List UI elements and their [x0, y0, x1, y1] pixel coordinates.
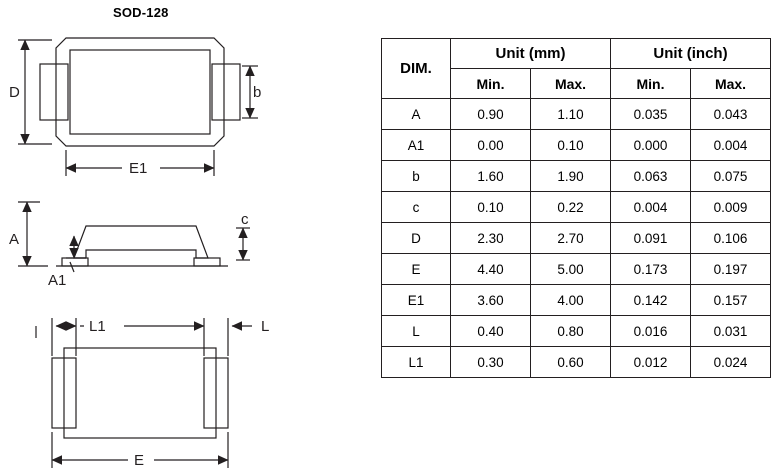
header-mm-max: Max.	[531, 69, 611, 99]
cell-in-min: 0.142	[611, 285, 691, 316]
cell-in-max: 0.157	[691, 285, 771, 316]
cell-mm-min: 0.30	[451, 347, 531, 378]
table-row	[382, 130, 771, 161]
svg-text:E1: E1	[129, 160, 148, 177]
dimensions-table-wrapper	[381, 38, 771, 378]
dimensions-table	[381, 38, 771, 378]
header-dim: DIM.	[382, 39, 451, 99]
cell-in-max: 0.009	[691, 192, 771, 223]
cell-mm-max: 0.22	[531, 192, 611, 223]
cell-dim: c	[382, 192, 451, 223]
cell-in-max: 0.004	[691, 130, 771, 161]
cell-mm-max: 0.80	[531, 316, 611, 347]
cell-mm-max: 1.90	[531, 161, 611, 192]
svg-text:A1: A1	[48, 272, 67, 289]
header-inch-max: Max.	[691, 69, 771, 99]
cell-dim: E1	[382, 285, 451, 316]
header-unit-mm: Unit (mm)	[451, 39, 611, 69]
cell-mm-max: 5.00	[531, 254, 611, 285]
cell-mm-min: 0.00	[451, 130, 531, 161]
svg-text:b: b	[253, 84, 262, 101]
table-header-row-units	[382, 39, 771, 69]
package-drawings	[0, 0, 380, 476]
svg-text:E: E	[134, 452, 145, 469]
page-title: SOD-128	[113, 5, 169, 20]
cell-in-min: 0.091	[611, 223, 691, 254]
cell-mm-max: 0.10	[531, 130, 611, 161]
cell-dim: D	[382, 223, 451, 254]
cell-dim: A1	[382, 130, 451, 161]
cell-in-min: 0.063	[611, 161, 691, 192]
cell-mm-max: 2.70	[531, 223, 611, 254]
table-row	[382, 99, 771, 130]
cell-mm-min: 1.60	[451, 161, 531, 192]
table-row	[382, 161, 771, 192]
svg-text:L1: L1	[89, 318, 106, 335]
cell-in-max: 0.043	[691, 99, 771, 130]
cell-in-min: 0.016	[611, 316, 691, 347]
cell-mm-min: 3.60	[451, 285, 531, 316]
svg-text:L: L	[261, 318, 270, 335]
cell-in-min: 0.000	[611, 130, 691, 161]
svg-text:A: A	[9, 231, 20, 248]
table-row	[382, 285, 771, 316]
cell-mm-min: 0.10	[451, 192, 531, 223]
table-row	[382, 347, 771, 378]
header-mm-min: Min.	[451, 69, 531, 99]
svg-text:c: c	[241, 211, 249, 228]
cell-in-min: 0.173	[611, 254, 691, 285]
cell-dim: L	[382, 316, 451, 347]
header-unit-inch: Unit (inch)	[611, 39, 771, 69]
cell-in-min: 0.012	[611, 347, 691, 378]
cell-mm-max: 0.60	[531, 347, 611, 378]
cell-mm-max: 4.00	[531, 285, 611, 316]
cell-in-max: 0.075	[691, 161, 771, 192]
cell-in-max: 0.031	[691, 316, 771, 347]
cell-mm-max: 1.10	[531, 99, 611, 130]
cell-dim: A	[382, 99, 451, 130]
cell-mm-min: 4.40	[451, 254, 531, 285]
table-row	[382, 316, 771, 347]
cell-dim: b	[382, 161, 451, 192]
cell-mm-min: 0.90	[451, 99, 531, 130]
cell-in-max: 0.024	[691, 347, 771, 378]
cell-dim: L1	[382, 347, 451, 378]
header-inch-min: Min.	[611, 69, 691, 99]
table-row	[382, 223, 771, 254]
cell-dim: E	[382, 254, 451, 285]
cell-in-min: 0.004	[611, 192, 691, 223]
cell-mm-min: 2.30	[451, 223, 531, 254]
table-row	[382, 192, 771, 223]
cell-mm-min: 0.40	[451, 316, 531, 347]
svg-text:D: D	[9, 84, 20, 101]
cell-in-max: 0.106	[691, 223, 771, 254]
table-row	[382, 254, 771, 285]
cell-in-min: 0.035	[611, 99, 691, 130]
cell-in-max: 0.197	[691, 254, 771, 285]
